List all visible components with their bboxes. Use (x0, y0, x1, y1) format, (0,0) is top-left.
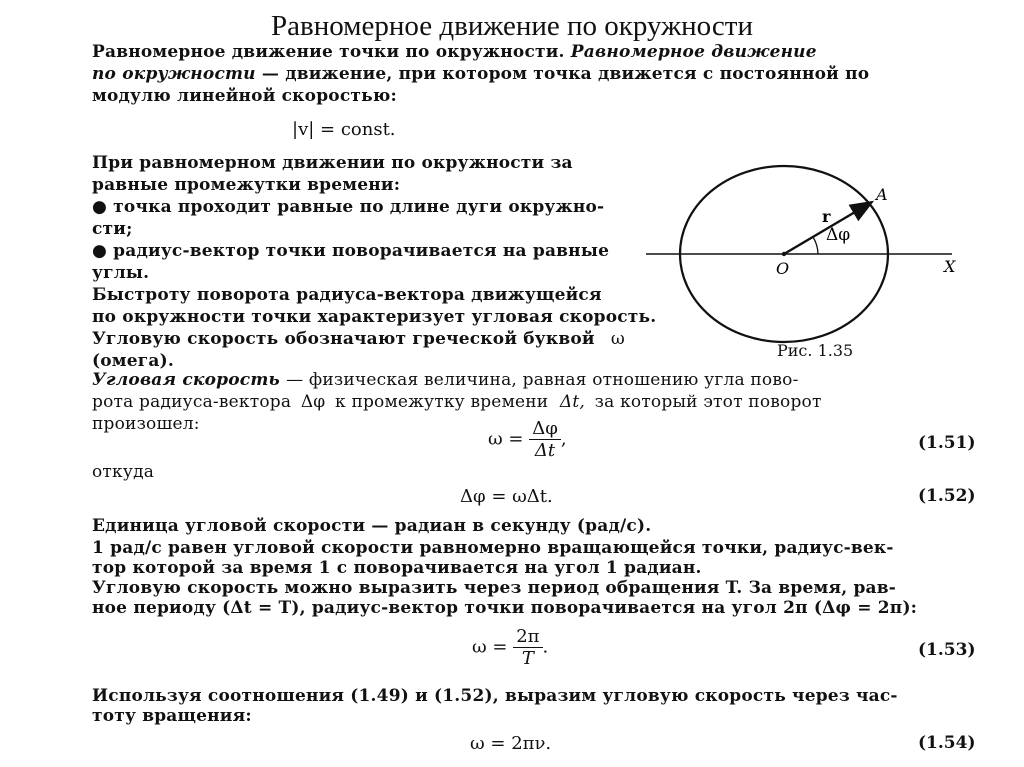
eq153-fraction (513, 626, 542, 669)
eq151-tail: , (560, 428, 567, 450)
equation-number-1-53: (1.53) (918, 640, 976, 660)
eq153-numerator: 2π (513, 626, 542, 648)
def-delta-t: Δt, (559, 392, 586, 412)
unit-line-5: ное периоду (Δt = T), радиус-вектор точки поворачивается на угол 2π (Δφ = 2π): (92, 598, 918, 618)
para-line-6: (омега). (92, 351, 174, 371)
slide-title: Равномерное движение по окружности (271, 10, 753, 42)
equation-number-1-52: (1.52) (918, 486, 976, 506)
equation-1-53 (472, 626, 548, 669)
def-line-3: произошел: (92, 414, 200, 434)
eq151-numerator: Δφ (529, 418, 561, 440)
eq151-fraction (529, 418, 561, 461)
def-line-1-rest: — физическая величина, равная отношению угла пово- (286, 370, 799, 390)
bullet-2-cont: углы. (92, 263, 150, 283)
def-term: Угловая скорость (92, 370, 280, 390)
label-point-a: A (876, 185, 888, 204)
bullet-dot-2: ● (92, 241, 108, 261)
intro-bold-title: Равномерное движение точки по окружности. (92, 42, 565, 62)
equation-1-54: ω = 2πν. (470, 733, 552, 754)
angle-arc (813, 237, 818, 254)
eq153-tail: . (542, 636, 549, 658)
def-line-2 (92, 392, 822, 412)
bullet-1 (92, 197, 604, 217)
eq153-denominator: T (521, 648, 534, 669)
def-delta-phi: Δφ (300, 392, 326, 412)
equation-number-1-51: (1.51) (918, 433, 976, 453)
bullet-1-text: точка проходит равные по длине дуги окружно- (113, 197, 605, 217)
center-point (782, 252, 786, 256)
intro-line-2 (92, 64, 869, 84)
label-origin-o: O (776, 259, 790, 278)
unit-line-2: 1 рад/с равен угловой скорости равномерно вращающейся точки, радиус-век- (92, 538, 894, 558)
eq151-denominator: Δt (534, 440, 556, 461)
para-line-1: При равномерном движении по окружности за (92, 153, 573, 173)
equation-1-52: Δφ = ωΔt. (460, 486, 553, 507)
intro-term-part1: Равномерное движение (570, 42, 817, 62)
bullet-2 (92, 241, 609, 261)
omega-symbol: ω (610, 329, 625, 349)
para-line-5 (92, 329, 625, 349)
para-line-2: равные промежутки времени: (92, 175, 401, 195)
freq-line-2: тоту вращения: (92, 706, 252, 726)
def-line-1 (92, 370, 799, 390)
def-line-2-b: к промежутку времени (335, 392, 549, 412)
unit-line-1: Единица угловой скорости — радиан в секунду (рад/с). (92, 516, 652, 536)
label-axis-x: X (944, 257, 956, 276)
para-line-3: Быстроту поворота радиуса-вектора движущейся (92, 285, 602, 305)
freq-line-1: Используя соотношения (1.49) и (1.52), выразим угловую скорость через час- (92, 686, 898, 706)
eq151-lhs: ω = (488, 428, 524, 450)
def-line-2-c: за который этот поворот (594, 392, 822, 412)
formula-v-const: |v| = const. (292, 119, 396, 140)
label-delta-phi: Δφ (826, 225, 851, 245)
bullet-1-cont: сти; (92, 219, 133, 239)
equation-number-1-54: (1.54) (918, 733, 976, 753)
intro-line-1 (92, 42, 817, 62)
bullet-dot-1: ● (92, 197, 108, 217)
eq153-lhs: ω = (472, 636, 508, 658)
equation-1-51 (488, 418, 567, 461)
intro-line1-rest: — движение, при котором точка движется с постоянной по (261, 64, 870, 84)
unit-line-3: тор которой за время 1 с поворачивается на угол 1 радиан. (92, 558, 702, 578)
otkuda-text: откуда (92, 462, 155, 482)
intro-line-3: модулю линейной скоростью: (92, 86, 397, 106)
bullet-2-text: радиус-вектор точки поворачивается на равные (113, 241, 610, 261)
figure-caption: Рис. 1.35 (777, 341, 854, 360)
para-line-4: по окружности точки характеризует угловая скорость. (92, 307, 657, 327)
figure-circle-diagram (640, 150, 980, 365)
para-line-5-text: Угловую скорость обозначают греческой буквой (92, 329, 595, 349)
intro-term-part2: по окружности (92, 64, 256, 84)
unit-line-4: Угловую скорость можно выразить через период обращения T. За время, рав- (92, 578, 897, 598)
def-line-2-a: рота радиуса-вектора (92, 392, 292, 412)
label-vector-r: r (822, 207, 831, 226)
